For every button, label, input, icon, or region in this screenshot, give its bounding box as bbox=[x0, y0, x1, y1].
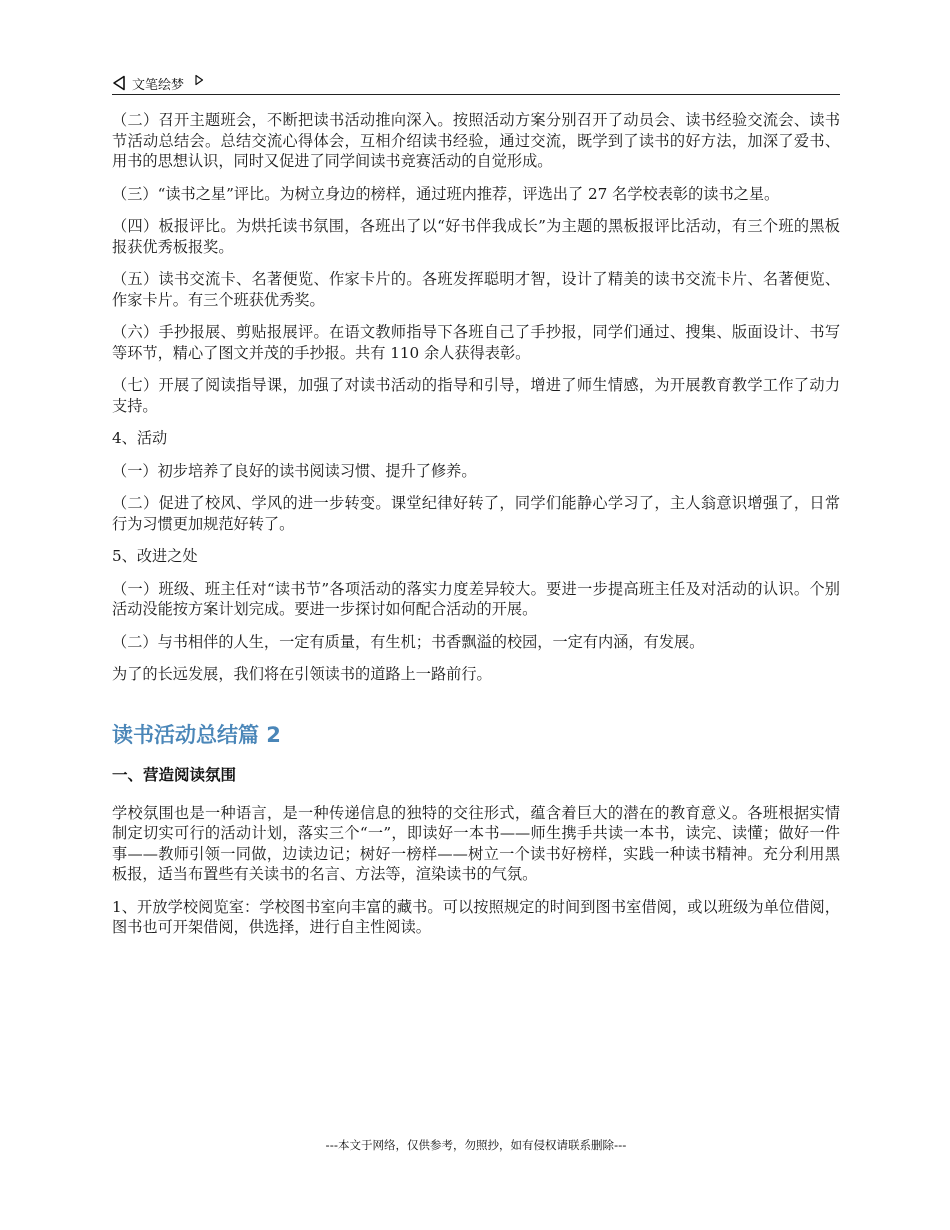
document-content bbox=[112, 110, 840, 950]
document-page bbox=[112, 0, 840, 1230]
paragraph: 为了的长远发展，我们将在引领读书的道路上一路前行。 bbox=[112, 665, 492, 683]
section-label: 5、改进之处 bbox=[112, 547, 198, 565]
section-label: 4、活动 bbox=[112, 429, 168, 447]
header-title: 文笔绘梦 bbox=[132, 77, 185, 93]
page-header bbox=[112, 72, 840, 95]
paragraph: （二）与书相伴的人生，一定有质量，有生机；书香飘溢的校园，一定有内涵，有发展。 bbox=[112, 632, 705, 651]
paragraph: （一）初步培养了良好的读书阅读习惯、提升了修养。 bbox=[112, 461, 477, 480]
paragraph: （三）“读书之星”评比。为树立身边的榜样，通过班内推荐，评选出了 27 名学校表彰的读书之星。 bbox=[112, 184, 780, 203]
paragraph: （四）板报评比。为烘托读书氛围，各班出了以“好书伴我成长”为主题的黑板报评比活动，有三个班的黑板报获优秀板报奖。 bbox=[112, 217, 840, 256]
paragraph: 1、开放学校阅览室：学校图书室向丰富的藏书。可以按照规定的时间到图书室借阅，或以班级为单位借阅，图书也可开架借阅，供选择，进行自主性阅读。 bbox=[112, 897, 840, 936]
paragraph: （五）读书交流卡、名著便览、作家卡片的。各班发挥聪明才智，设计了精美的读书交流卡片、名著便览、作家卡片。有三个班获优秀奖。 bbox=[112, 270, 840, 309]
section-title: 读书活动总结篇 2 bbox=[112, 722, 281, 747]
paragraph: （一）班级、班主任对“读书节”各项活动的落实力度差异较大。要进一步提高班主任及对活动的认识。个别活动没能按方案计划完成。要进一步探讨如何配合活动的开展。 bbox=[112, 579, 840, 618]
paragraph: （七）开展了阅读指导课，加强了对读书活动的指导和引导，增进了师生情感，为开展教育教学工作了动力支持。 bbox=[112, 376, 840, 415]
paragraph: （二）促进了校风、学风的进一步转变。课堂纪律好转了，同学们能静心学习了，主人翁意识增强了，日常行为习惯更加规范好转了。 bbox=[112, 494, 840, 533]
page-footer: ---本文于网络，仅供参考，勿照抄，如有侵权请联系删除--- bbox=[325, 1138, 627, 1152]
subsection-title: 一、营造阅读氛围 bbox=[112, 765, 237, 784]
paragraph: 学校氛围也是一种语言，是一种传递信息的独特的交往形式，蕴含着巨大的潜在的教育意义。各班根据实情制定切实可行的活动计划，落实三个“一”，即读好一本书——师生携手共读一本书，读完、读懂；做好一件事——教师引领一同做，边读边记；树好一榜样——树立一个读书好榜样，实践一种读书精神。充分利用黑板报，适当布置些有关读书的名言、方法等，渲染读书的气氛。 bbox=[112, 803, 840, 883]
paragraph: （二）召开主题班会，不断把读书活动推向深入。按照活动方案分别召开了动员会、读书经验交流会、读书节活动总结会。总结交流心得体会，互相介绍读书经验，通过交流，既学到了读书的好方法，加深了爱书、用书的思想认识，同时又促进了同学间读书竞赛活动的自觉形成。 bbox=[112, 111, 840, 170]
play-triangle-icon bbox=[194, 74, 204, 86]
paragraph: （六）手抄报展、剪贴报展评。在语文教师指导下各班自己了手抄报，同学们通过、搜集、版面设计、书写等环节，精心了图文并茂的手抄报。共有 110 余人获得表彰。 bbox=[112, 323, 840, 362]
back-triangle-icon[interactable] bbox=[112, 75, 126, 91]
